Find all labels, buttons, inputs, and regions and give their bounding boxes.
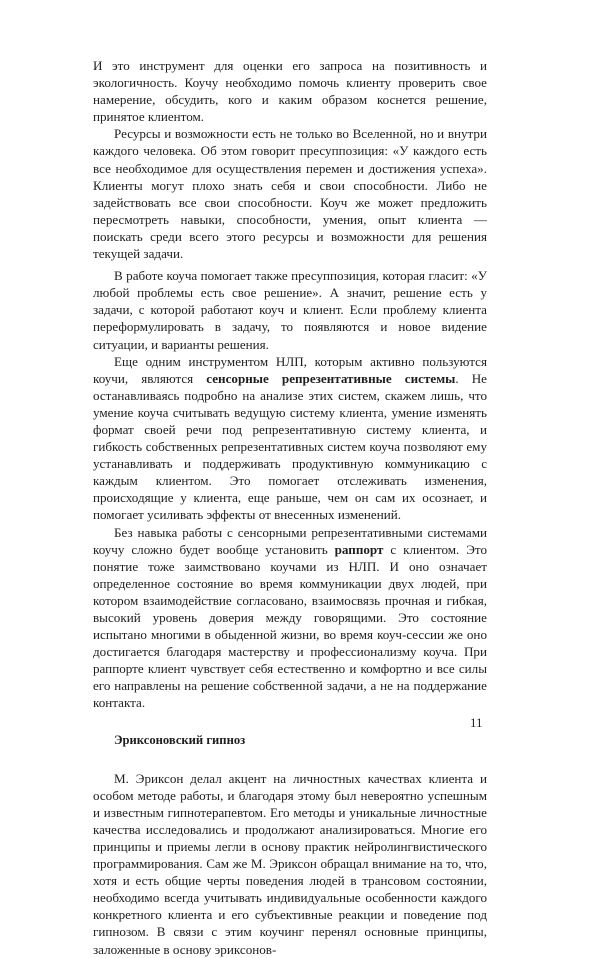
paragraph-solution-text: В работе коуча помогает также пресуппозиция, которая гласит: «У любой проблемы есть свое решение». А значит, решение есть у задачи, с которой работают коуч и клиент. Если проблему клиента переформулировать в задачу, то появляются и новое видение ситуации, и варианты решения.: [93, 268, 487, 352]
paragraph-erickson: [93, 770, 487, 958]
paragraph-rapport-tail: с клиентом. Это понятие тоже заимствовано коучами из НЛП. И оно означает определенное состояние во время коммуникации двух людей, при котором взаимодействие согласовано, взаимосвязь прочная и гибкая, высокий уровень доверия между говорящими. Это состояние испытано многими в обыденной жизни, во время коуч-сессии же оно достигается благодаря мастерству и профессионализму коуча. При раппорте клиент чувствует себя естественно и комфортно и все силы его направлены на решение собственной задачи, а не на поддержание контакта.: [93, 541, 487, 711]
paragraph-ecology-text: И это инструмент для оценки его запроса на позитивность и экологичность. Коучу необходимо помочь клиенту проверить свое намерение, обсудить, кого и каким образом коснется решение, принятое клиентом.: [93, 58, 487, 125]
paragraph-erickson-text: М. Эриксон делал акцент на личностных качествах клиента и особом методе работы, и благодаря этому был невероятно успешным и известным гипнотерапевтом. Его методы и уникальные личностные качества исследовались и продолжают анализироваться. Многие его принципы и приемы легли в основу практик нейролингвистического программирования. Сам же М. Эриксон обращал внимание на то, что, хотя и есть общие черты поведения людей в трансовом состоянии, необходимо всегда учитывать индивидуальные особенности каждого конкретного клиента и его субъективные реакции и поведение под гипнозом. В связи с этим коучинг перенял основные принципы, заложенные в основу эриксонов-: [93, 770, 487, 957]
term-rapport: раппорт: [334, 541, 384, 557]
paragraph-representational-systems: [93, 353, 487, 524]
paragraph-rapport-lead: Без навыка работы с сенсорными репрезентативными системами коучу сложно будет вообще установить: [93, 524, 487, 557]
paragraph-resources-text: Ресурсы и возможности есть не только во Вселенной, но и внутри каждого человека. Об этом говорит пресуппозиция: «У каждого есть все необходимое для осуществления перемен и достижения успеха». Клиенты могут плохо знать себя и свои способности. Либо не задействовать все свои способности. Коуч же может предложить пересмотреть навыки, способности, умения, опыт клиента — поискать среди всего этого ресурсы и возможности для решения текущей задачи.: [93, 126, 487, 262]
page-number: 11: [470, 715, 483, 730]
term-sensory-systems: сенсорные репрезентативные системы: [206, 370, 456, 386]
paragraph-ecology: [93, 57, 487, 125]
paragraph-representational-systems-lead: Еще одним инструментом НЛП, которым активно пользуются коучи, являются: [93, 353, 487, 386]
page-body: [93, 57, 487, 958]
paragraph-representational-systems-tail: . Не останавливаясь подробно на анализе этих систем, скажем лишь, что умение коуча считывать ведущую систему клиента, умение изменять формат своей речи под репрезентативную систему клиента, и гибкость собственных репрезентативных систем коуча позволяют ему устанавливать и поддерживать продуктивную коммуникацию с каждым клиентом. Это помогает отслеживать изменения, происходящие у клиента, еще раньше, чем он сам их осознает, и помогает усиливать эффекты от внесенных изменений.: [93, 370, 487, 523]
section-heading: Эриксоновский гипноз: [114, 732, 246, 747]
paragraph-rapport: [93, 524, 487, 712]
paragraph-resources: [93, 125, 487, 262]
paragraph-solution: [93, 267, 487, 352]
